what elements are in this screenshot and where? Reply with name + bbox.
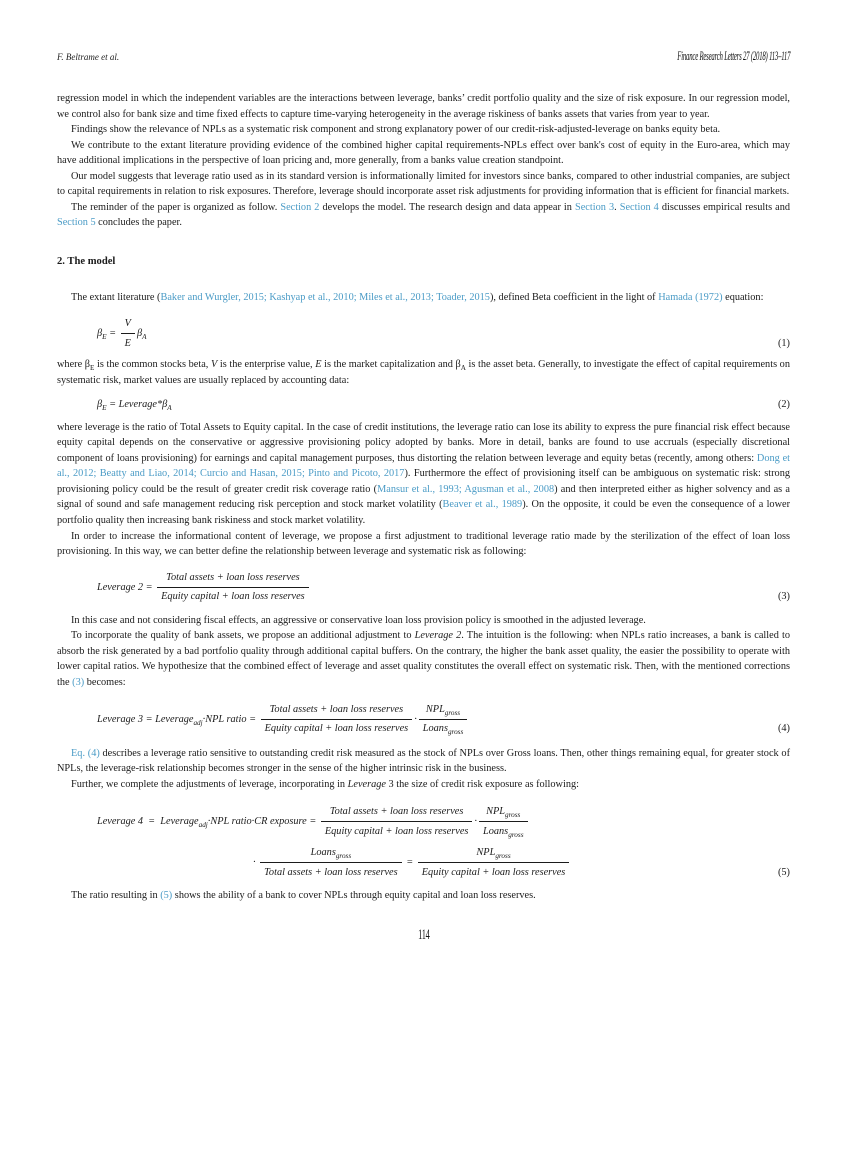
equation-4-math (97, 702, 469, 737)
paragraph-further-adjustments (57, 777, 790, 793)
text-run: is the enterprise value, (217, 359, 316, 371)
equation-number: (3) (777, 591, 790, 603)
math-term: β (97, 327, 103, 339)
fraction (418, 845, 570, 880)
fraction-denominator: E (121, 333, 135, 351)
paragraph-eq4-describes (57, 746, 790, 777)
journal-citation: Finance Research Letters 27 (2018) 113–117 (677, 48, 790, 63)
text-run: 3 the size of credit risk exposure as following: (385, 778, 580, 790)
text-run: E (315, 359, 322, 371)
text-run: Findings show the relevance of NPLs as a systematic risk component and strong explanatory power of our credit-risk-adjusted-leverage on banks equity beta. (71, 124, 721, 136)
text-run: develops the model. The research design and data appear in (319, 201, 575, 213)
math-subscript: gross (495, 852, 511, 861)
page-number: 114 (417, 926, 430, 943)
text-run: ) and then interpreted either as higher solvency and as a signal of sound and safe management reducing risk perception and stock market volatility ( (57, 483, 790, 511)
fraction-numerator: V (124, 318, 131, 330)
math-term: Leverage 4 = Leverage (97, 816, 199, 828)
math-term: NPL (425, 703, 445, 715)
fraction (479, 804, 528, 839)
article-body (57, 91, 790, 904)
fraction-numerator: Total assets + loan loss reserves (269, 703, 404, 715)
paragraph-ratio-resulting (57, 888, 790, 904)
math-term: β (136, 327, 143, 339)
equation-number: (1) (777, 337, 790, 349)
text-run: is the market capitalization and β (321, 359, 461, 371)
paragraph-where-beta (57, 357, 790, 388)
math-term: Loans (483, 825, 509, 837)
fraction-denominator: Equity capital + loan loss reserves (157, 587, 309, 605)
text-run: E (90, 364, 95, 373)
equation-5-math-row2 (253, 845, 571, 880)
math-subscript: gross (335, 852, 352, 861)
math-subscript: gross (447, 728, 464, 737)
fraction-numerator (479, 804, 528, 821)
text-run: The ratio resulting in (71, 890, 161, 902)
math-term: Loans (310, 847, 336, 859)
math-expression: ·NPL ratio·CR exposure = (207, 816, 319, 828)
text-run: is the common stocks beta, (94, 359, 211, 371)
paragraph-incorporate-quality (57, 628, 790, 690)
math-operator: · (474, 816, 477, 828)
text-run: Leverage (347, 778, 386, 790)
equation-1 (57, 316, 790, 351)
equation-number: (5) (777, 866, 790, 878)
text-run: A (460, 364, 466, 373)
page-header (57, 48, 790, 64)
text-run: To incorporate the quality of bank assets, we propose an additional adjustment to (71, 630, 415, 642)
text-run: equation: (722, 292, 764, 304)
fraction-numerator (260, 845, 401, 862)
text-run: ), defined Beta coefficient in the light of (489, 292, 659, 304)
math-subscript: adj (198, 821, 208, 830)
fraction (419, 702, 468, 737)
citation-link[interactable]: Section 4 (619, 201, 659, 213)
citation-link[interactable]: (5) (160, 890, 173, 902)
fraction (121, 316, 135, 351)
fraction-denominator: Total assets + loan loss reserves (260, 862, 401, 880)
math-term: Leverage 3 = Leverage (97, 713, 194, 725)
math-operator: · (414, 713, 417, 725)
paragraph-informational-content (57, 529, 790, 560)
text-run: becomes: (84, 676, 126, 688)
text-run: shows the ability of a bank to cover NPLs through equity capital and loan loss reserves. (172, 890, 536, 902)
citation-link[interactable]: Hamada (1972) (658, 292, 723, 304)
fraction (261, 702, 413, 737)
text-run: The extant literature ( (71, 292, 161, 304)
fraction-numerator (418, 845, 570, 862)
text-run: regression model in which the independent variables are the interactions between leverage, banks’ credit portfolio quality and the size of risk exposure. In our regression model, we control also for bank size and time fixed effects to capture time-varying heterogeneity in the average riskiness of banks assets that varies from year to year. (57, 93, 790, 120)
citation-link[interactable]: Eq. (4) (71, 747, 100, 759)
fraction-denominator (479, 821, 528, 839)
math-operator: · (253, 857, 259, 869)
fraction-numerator: Total assets + loan loss reserves (166, 571, 300, 583)
equation-4 (57, 702, 790, 737)
text-run: In order to increase the informational content of leverage, we propose a first adjustment to traditional leverage ratio made by the sterilization of the effect of loan loss provisioning. In this way, we can better define the relationship between leverage and systematic risk as following: (57, 530, 790, 558)
citation-link[interactable]: Section 3 (575, 201, 615, 213)
math-term: Loans (422, 723, 448, 735)
text-run: where β (57, 359, 90, 371)
fraction-denominator: Equity capital + loan loss reserves (321, 821, 473, 839)
text-run: V (210, 359, 218, 371)
text-run: ). Furthermore the effect of provisioning itself can be ambiguous on systematic risk: strong provisioning policy could be the result of greater credit risk coverage ratio ( (57, 468, 790, 495)
citation-link[interactable]: Mansur et al., 1993; Agusman et al., 2008 (377, 483, 555, 495)
citation-link[interactable]: Section 2 (280, 201, 320, 213)
text-run: ). On the opposite, it could be even the consequence of a lower portfolio quality then increasing bank riskiness and stock market volatility. (57, 499, 791, 527)
math-subscript: gross (508, 830, 524, 839)
fraction-numerator (419, 702, 468, 719)
math-subscript: E (102, 332, 107, 341)
running-author: F. Beltrame et al. (57, 52, 120, 62)
equation-5-math-row1 (97, 804, 530, 839)
text-run: . (614, 201, 620, 213)
paragraph-extant-literature (57, 290, 790, 306)
equation-2 (57, 397, 790, 413)
equation-5-row-2 (57, 845, 790, 880)
text-run: The reminder of the paper is organized as follow. (71, 201, 281, 213)
equation-3 (57, 570, 790, 605)
fraction (157, 570, 309, 605)
math-subscript: adj (193, 718, 203, 727)
text-run: where leverage is the ratio of Total Assets to Equity capital. In the case of credit institutions, the leverage ratio can lose its ability to express the pure financial risk effect because equity capital depends on the conservative or aggressive provisioning policy adopted by banks. More in detail, banks are found to use accruals (especially discretional component of loans provisioning) for earnings and capital management purposes, thus distorting the relation between leverage and equity betas (recently, among others: (57, 421, 790, 464)
text-run: We contribute to the extant literature providing evidence of the combined higher capital requirements-NPLs effect over bank's cost of equity in the Euro-area, which may have additional implications in the perspective of loan pricing and, more generally, from a banks value creation standpoint. (57, 139, 790, 167)
equation-2-math (97, 397, 172, 413)
math-term: β (97, 399, 103, 411)
math-term: NPL (486, 806, 506, 818)
paragraph-regression-model (57, 91, 790, 122)
equation-3-math (97, 570, 311, 605)
math-term: Leverage 2 = (97, 581, 156, 593)
text-run: In this case and not considering fiscal effects, an aggressive or conservative loan loss provision policy is smoothed in the adjusted leverage. (71, 614, 646, 626)
citation-link[interactable]: (3) (72, 676, 85, 688)
math-subscript: gross (505, 811, 521, 820)
fraction (321, 804, 473, 839)
math-expression: ·NPL ratio = (202, 713, 259, 725)
paragraph-fiscal-effects (57, 613, 790, 629)
paragraph-where-leverage (57, 420, 790, 529)
math-term: NPL (476, 847, 496, 859)
math-expression: = Leverage*β (106, 399, 168, 411)
math-operator: = (106, 327, 119, 339)
text-run: Further, we complete the adjustments of leverage, incorporating in (71, 778, 348, 790)
citation-link[interactable]: Beaver et al., 1989 (442, 499, 523, 511)
paragraph-contribution (57, 138, 790, 169)
math-operator: = (403, 857, 416, 869)
paragraph-findings (57, 122, 790, 138)
math-subscript: gross (444, 708, 461, 717)
equation-number: (2) (777, 399, 790, 411)
text-run: . The intuition is the following: when NPLs ratio increases, a bank is called to absorb the risk generated by a bad portfolio quality through additional capital buffers. On the contrary, the higher the bank asset quality, the easier the possibility to operate with lower capital ratios. We hypothesize that the combined effect of leverage and asset quality constitutes the overall effect on systematic risk. Then, with the mentioned corrections the (57, 630, 791, 688)
math-subscript: A (142, 332, 147, 341)
text-run: describes a leverage ratio sensitive to outstanding credit risk measured as the stock of NPLs over Gross loans. Then, other things remaining equal, for greater stock of NPLs, the leverage-risk relationship becomes stronger in the sense of the higher intrinsic risk in the business. (57, 747, 791, 775)
page-footer (57, 926, 790, 944)
citation-link[interactable]: Section 5 (57, 217, 96, 229)
citation-link[interactable]: Dong et al., 2012; Beatty and Liao, 2014; Curcio and Hasan, 2015; Pinto and Picoto, 2017 (57, 452, 791, 480)
fraction-denominator: Equity capital + loan loss reserves (418, 862, 570, 880)
paragraph-paper-outline (57, 200, 790, 231)
equation-number: (4) (777, 723, 790, 735)
fraction-numerator: Total assets + loan loss reserves (329, 806, 464, 818)
text-run: Our model suggests that leverage ratio used as in its standard version is informationally limited for investors since banks, compared to other industrial companies, are subject to capital requirements in relation to risk exposures. Therefore, leverage should incorporate asset risk adjustments for providing information that is efficient for financial markets. (57, 170, 790, 198)
equation-5 (57, 804, 790, 880)
text-run: concludes the paper. (95, 217, 182, 229)
citation-link[interactable]: Baker and Wurgler, 2015; Kashyap et al., 2010; Miles et al., 2013; Toader, 2015 (160, 292, 490, 304)
math-subscript: E (102, 404, 107, 413)
text-run: discusses empirical results and (658, 201, 791, 213)
fraction (260, 845, 401, 880)
fraction-denominator (419, 719, 468, 737)
section-heading: 2. The model (57, 255, 116, 267)
equation-5-row-1 (57, 804, 790, 839)
math-subscript: A (167, 404, 172, 413)
text-run: is the asset beta. Generally, to investigate the effect of capital requirements on systematic risk, market values are usually replaced by accounting data: (57, 359, 790, 386)
fraction-denominator: Equity capital + loan loss reserves (261, 719, 413, 737)
paragraph-model-suggests (57, 169, 790, 200)
equation-1-math (97, 316, 146, 351)
text-run: Leverage 2 (414, 630, 462, 642)
